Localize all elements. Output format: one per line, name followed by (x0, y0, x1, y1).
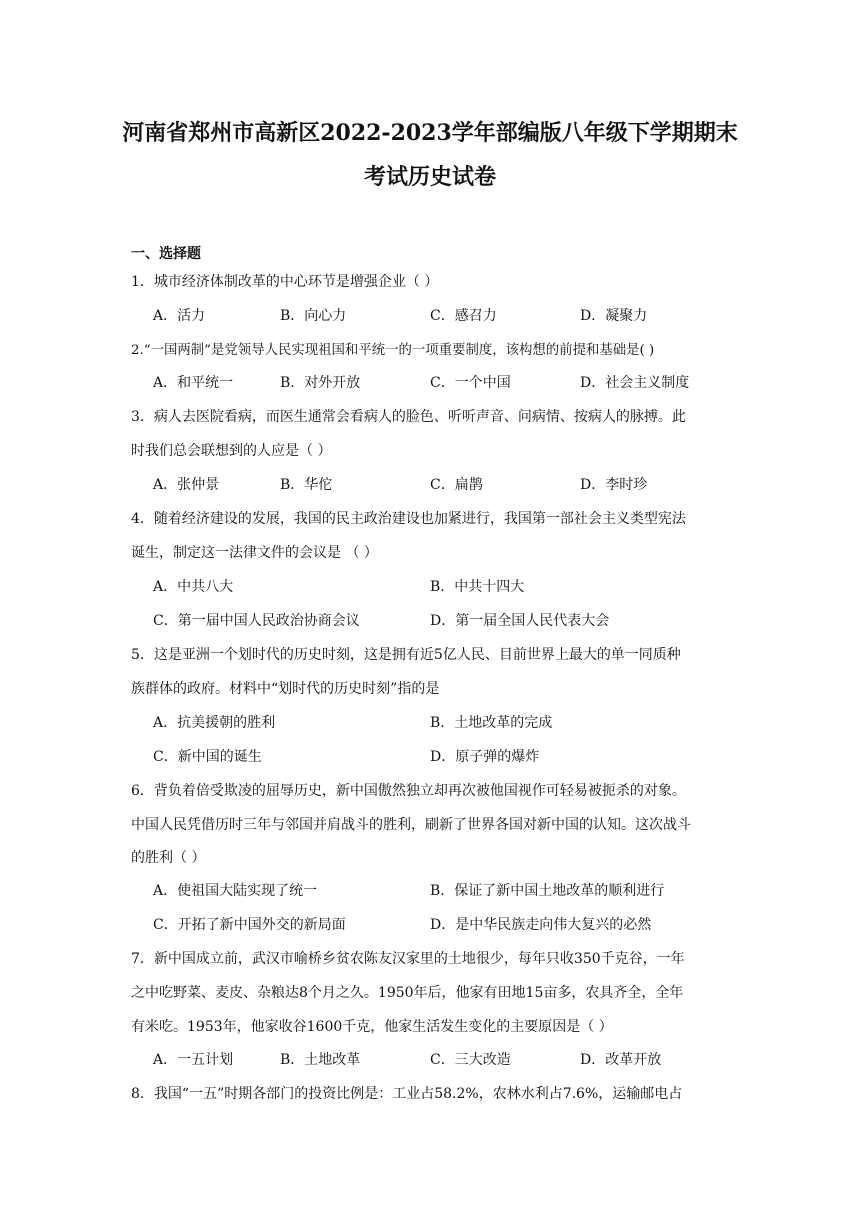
question-1-option-d: D．凝聚力 (580, 308, 648, 324)
question-3-option-c: C．扁鹊 (430, 477, 483, 493)
question-6-stem-line-1: 6．背负着倍受欺凌的屈辱历史，新中国傲然独立却再次被他国视作可轻易被扼杀的对象。 (131, 783, 686, 799)
question-1-stem: 1．城市经济体制改革的中心环节是增强企业（ ） (131, 274, 439, 290)
question-7-option-b: B．土地改革 (280, 1052, 361, 1068)
question-2-option-a: A．和平统一 (153, 375, 234, 391)
question-7-stem-line-1: 7．新中国成立前，武汉市喻桥乡贫农陈友汉家里的土地很少，每年只收350千克谷，一年 (131, 951, 685, 967)
question-4-option-c: C．第一届中国人民政治协商会议 (153, 613, 360, 629)
question-2-option-d: D．社会主义制度 (580, 375, 690, 391)
question-2-stem: 2.“一国两制”是党领导人民实现祖国和平统一的一项重要制度，该构想的前提和基础是( ) (131, 343, 655, 358)
question-5-option-a: A．抗美援朝的胜利 (153, 715, 276, 731)
question-1-option-b: B．向心力 (280, 308, 347, 324)
exam-title-line-1: 河南省郑州市高新区2022-2023学年部编版八年级下学期期末 (122, 120, 738, 146)
question-5-option-b: B．土地改革的完成 (430, 715, 553, 731)
question-4-stem-line-1: 4．随着经济建设的发展，我国的民主政治建设也加紧进行，我国第一部社会主义类型宪法 (131, 511, 686, 527)
question-3-option-d: D．李时珍 (580, 477, 648, 493)
section-heading: 一、选择题 (131, 246, 201, 262)
question-7-option-c: C．三大改造 (430, 1052, 511, 1068)
question-2-option-b: B．对外开放 (280, 375, 361, 391)
question-3-option-a: A．张仲景 (153, 477, 220, 493)
question-5-option-d: D．原子弹的爆炸 (430, 749, 540, 765)
question-7-option-d: D．改革开放 (580, 1052, 662, 1068)
question-3-option-b: B．华佗 (280, 477, 333, 493)
question-5-stem-line-2: 族群体的政府。材料中“划时代的历史时刻”指的是 (131, 681, 440, 697)
question-6-stem-line-2: 中国人民凭借历时三年与邻国并肩战斗的胜利，刷新了世界各国对新中国的认知。这次战斗 (131, 817, 691, 833)
question-6-option-a: A．使祖国大陆实现了统一 (153, 883, 318, 899)
question-4-stem-line-2: 诞生，制定这一法律文件的会议是 （ ） (131, 545, 378, 561)
question-3-stem-line-1: 3．病人去医院看病，而医生通常会看病人的脸色、听听声音、问病情、按病人的脉搏。此 (131, 409, 686, 425)
question-5-stem-line-1: 5．这是亚洲一个划时代的历史时刻，这是拥有近5亿人民、目前世界上最大的单一同质种 (131, 647, 681, 663)
question-6-option-b: B．保证了新中国土地改革的顺利进行 (430, 883, 665, 899)
question-5-option-c: C．新中国的诞生 (153, 749, 262, 765)
exam-title-line-2: 考试历史试卷 (363, 164, 496, 190)
question-4-option-b: B．中共十四大 (430, 579, 525, 595)
question-1-option-c: C．感召力 (430, 308, 497, 324)
question-4-option-d: D．第一届全国人民代表大会 (430, 613, 610, 629)
question-4-option-a: A．中共八大 (153, 579, 234, 595)
question-3-stem-line-2: 时我们总会联想到的人应是（ ） (131, 443, 332, 459)
question-6-option-d: D．是中华民族走向伟大复兴的必然 (430, 917, 652, 933)
question-6-option-c: C．开拓了新中国外交的新局面 (153, 917, 346, 933)
question-1-option-a: A．活力 (153, 308, 206, 324)
question-7-stem-line-2: 之中吃野菜、麦皮、杂粮达8个月之久。1950年后，他家有田地15亩多，农具齐全，全年 (131, 985, 684, 1001)
question-6-stem-line-3: 的胜利（ ） (131, 850, 206, 866)
question-8-stem-line-1: 8．我国“一五”时期各部门的投资比例是：工业占58.2%，农林水利占7.6%，运输邮电占 (131, 1086, 683, 1102)
question-7-stem-line-3: 有米吃。1953年，他家收谷1600千克，他家生活发生变化的主要原因是（ ） (131, 1019, 613, 1035)
question-2-option-c: C．一个中国 (430, 375, 511, 391)
question-7-option-a: A．一五计划 (153, 1052, 234, 1068)
